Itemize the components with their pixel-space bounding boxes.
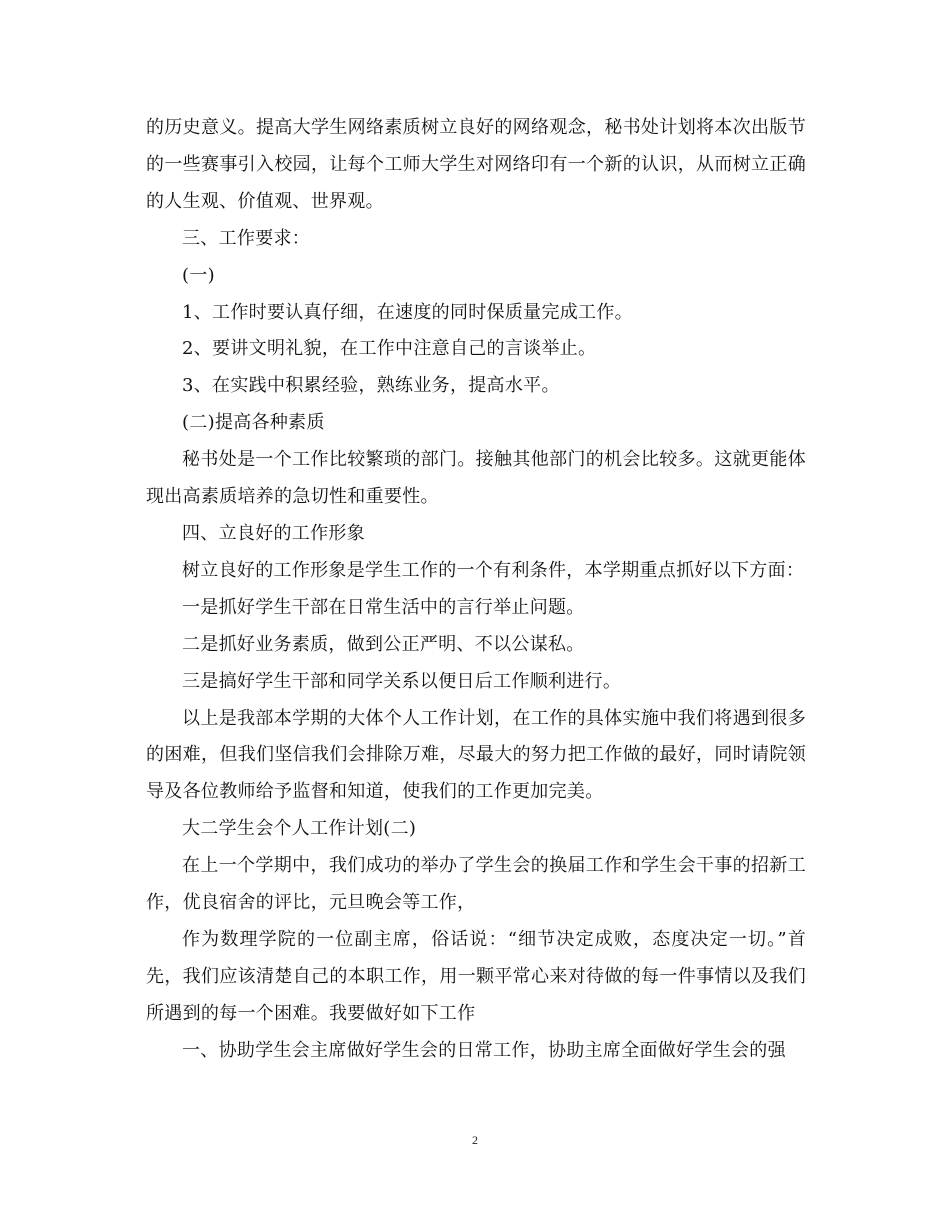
paragraph-1: 的历史意义。提高大学生网络素质树立良好的网络观念，秘书处计划将本次出版节的一些赛事引入校园，让每个工师大学生对网络印有一个新的认识，从而树立正确的人生观、价值观、世界观。 [146, 117, 806, 212]
paragraph-summary: 以上是我部本学期的大体个人工作计划，在工作的具体实施中我们将遇到很多的困难，但我们坚信我们会排除万难，尽最大的努力把工作做的最好，同时请院领导及各位教师给予监督和知道，使我们的工作更加完美。 [146, 707, 806, 803]
subheading-one: (一) [182, 264, 215, 286]
point-one: 一是抓好学生干部在日常生活中的言行举止问题。 [182, 596, 585, 618]
paragraph-vice-chairman: 作为数理学院的一位副主席，俗话说：“细节决定成败，态度决定一切。”首先，我们应该清楚自己的本职工作，用一颗平常心来对待做的每一件事情以及我们所遇到的每一个困难。我要做好如下工作 [146, 928, 806, 1024]
subheading-two: (二)提高各种素质 [182, 412, 325, 434]
list-item-1: 1、工作时要认真仔细，在速度的同时保质量完成工作。 [182, 301, 633, 323]
heading-work-requirements: 三、工作要求： [182, 227, 311, 249]
list-item-3: 3、在实践中积累经验，熟练业务，提高水平。 [182, 375, 560, 397]
document-body [146, 110, 806, 1070]
list-item-2: 2、要讲文明礼貌，在工作中注意自己的言谈举止。 [182, 338, 597, 360]
paragraph-secretariat: 秘书处是一个工作比较繁琐的部门。接触其他部门的机会比较多。这就更能体现出高素质培养的急切性和重要性。 [146, 449, 806, 508]
point-three: 三是搞好学生干部和同学关系以便日后工作顺利进行。 [182, 670, 622, 692]
section-title-plan-two: 大二学生会个人工作计划(二) [182, 818, 417, 840]
paragraph-last-semester: 在上一个学期中，我们成功的举办了学生会的换届工作和学生会干事的招新工作，优良宿舍的评比，元旦晚会等工作， [146, 855, 806, 914]
page-number: 2 [472, 1133, 478, 1147]
point-two: 二是抓好业务素质，做到公正严明、不以公谋私。 [182, 633, 585, 655]
paragraph-item-one: 一、协助学生会主席做好学生会的日常工作，协助主席全面做好学生会的强 [182, 1039, 786, 1061]
paragraph-work-image: 树立良好的工作形象是学生工作的一个有利条件，本学期重点抓好以下方面： [182, 559, 805, 581]
heading-work-image: 四、立良好的工作形象 [182, 522, 365, 544]
